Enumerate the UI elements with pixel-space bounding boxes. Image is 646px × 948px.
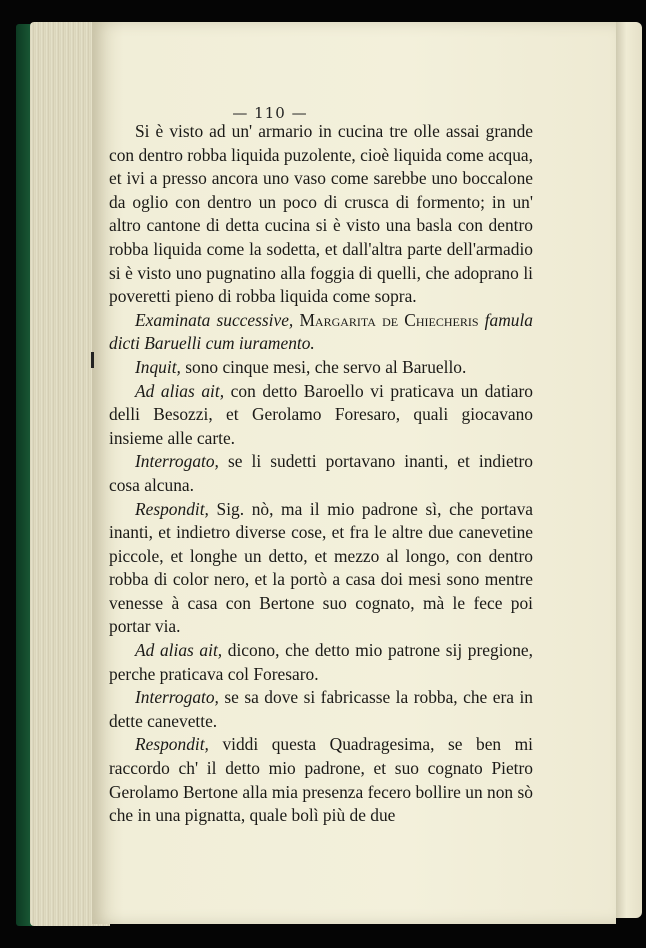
paragraph-9 xyxy=(109,733,533,827)
page-number: — 110 — xyxy=(232,104,308,122)
paragraph-6 xyxy=(109,498,533,640)
paragraph-7-text: dicono, che detto mio patrone sij pregione, perche praticava col Foresaro. xyxy=(109,640,533,684)
paragraph-3 xyxy=(109,356,533,380)
paragraph-5-lead: Interrogato, xyxy=(135,451,219,472)
paragraph-1-text: Si è visto ad un' armario in cucina tre olle assai grande con dentro robba liquida puzolente, cioè liquida come acqua, et ivi a presso ancora uno vaso come sarebbe uno boccalone da oglio con dentro un poco di crusca di formento; in un' altro cantone di detta cucina si è visto una basla con dentro robba liquida come la sodetta, et dall'altra parte dell'armadio si è visto uno pugnatino alla foggia di quelli, che adoprano li poveretti pieno di robba liquida come sopra. xyxy=(109,121,533,307)
paragraph-2-lead: Examinata successive, xyxy=(135,309,294,330)
paragraph-8 xyxy=(109,686,533,733)
paragraph-7-lead: Ad alias ait, xyxy=(135,640,223,661)
paragraph-9-text: viddi questa Quadragesima, se ben mi raccordo ch' il detto mio padrone, et suo cognato Pietro Gerolamo Bertone alla mia presenza fecero bollire un non sò che in una pignatta, quale bolì più de due xyxy=(109,734,533,826)
paragraph-7 xyxy=(109,639,533,686)
paragraph-1 xyxy=(109,120,533,309)
facing-page-edge xyxy=(616,22,642,918)
witness-name: Margarita de Chiecheris xyxy=(299,309,479,330)
paragraph-4-lead: Ad alias ait, xyxy=(135,380,225,401)
paragraph-4 xyxy=(109,380,533,451)
paragraph-2-rest: famula dicti Baruelli cum iuramento. xyxy=(109,309,533,354)
paragraph-3-lead: Inquit, xyxy=(135,356,181,377)
body-text xyxy=(109,120,533,828)
paragraph-6-text: Sig. nò, ma il mio padrone sì, che portava inanti, et indietro diverse cose, et fra le altre due canevetine piccole, et longhe un detto, et mezzo al longo, con dentro robba di color nero, et la portò a casa doi mesi sono mentre venesse à casa con Bertone suo cognato, mà le fece poi portar via. xyxy=(109,498,533,637)
margin-mark xyxy=(91,352,94,368)
paragraph-3-text: sono cinque mesi, che servo al Baruello. xyxy=(185,356,467,377)
paragraph-6-lead: Respondit, xyxy=(135,498,209,519)
paragraph-5-text: se li sudetti portavano inanti, et indietro cosa alcuna. xyxy=(109,451,533,495)
paragraph-8-text: se sa dove si fabricasse la robba, che era in dette canevette. xyxy=(109,687,533,731)
paragraph-5 xyxy=(109,450,533,497)
paragraph-9-lead: Respondit, xyxy=(135,734,209,755)
paragraph-4-text: con detto Baroello vi praticava un datiaro delli Besozzi, et Gerolamo Foresaro, quali giocavano insieme alle carte. xyxy=(109,380,533,448)
paragraph-8-lead: Interrogato, xyxy=(135,687,219,708)
paragraph-2 xyxy=(109,309,533,356)
